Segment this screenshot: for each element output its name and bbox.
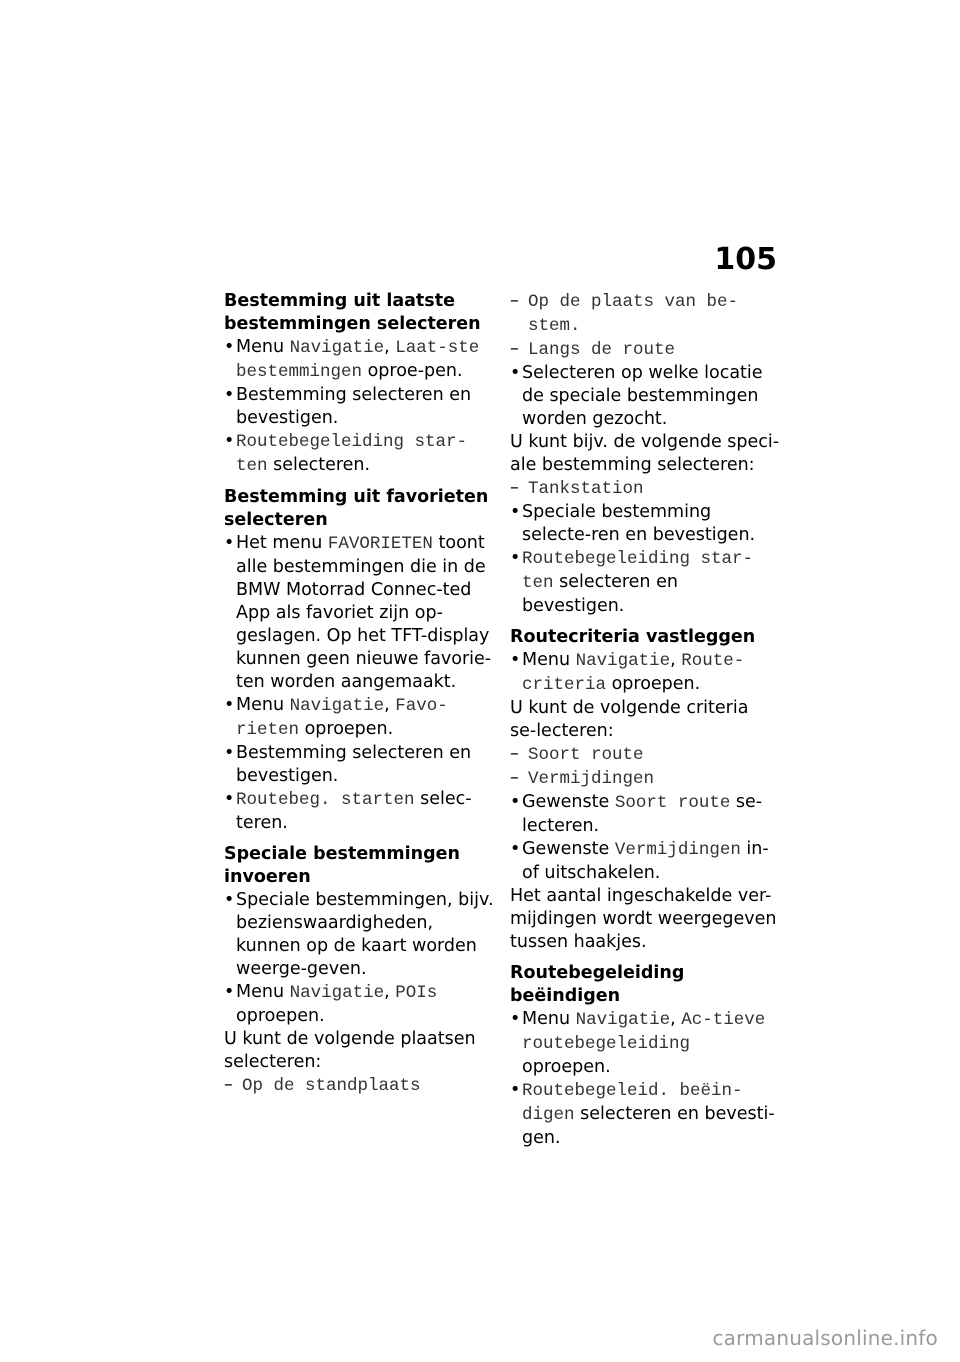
text-run: selecteren en bevestigen. (522, 572, 678, 616)
text-run: Menu (236, 982, 290, 1002)
section-heading: Routebegeleiding beëindigen (510, 963, 685, 1006)
menu-term: Langs de route (528, 340, 676, 360)
menu-term: Routebeg. starten (236, 790, 415, 810)
dash-item (510, 338, 780, 362)
text-run: Het aantal ingeschakelde ver-mijdingen wordt weergegeven tussen haakjes. (510, 886, 777, 952)
dash-item (510, 767, 780, 791)
text-run: Bestemming selecteren en bevestigen. (236, 743, 472, 786)
section-heading: Routecriteria vastleggen (510, 627, 756, 647)
menu-term: Op de plaats van be-stem. (528, 292, 739, 336)
bullet-item (224, 336, 494, 384)
bullet-item (510, 547, 780, 618)
paragraph (510, 697, 780, 743)
bullet-item (224, 532, 494, 694)
menu-term: Navigatie (289, 696, 385, 716)
text-run: Speciale bestemming selecte-ren en bevestigen. (522, 502, 756, 545)
menu-term: Vermijdingen (614, 840, 741, 860)
text-run: U kunt de volgende plaatsen selecteren: (224, 1029, 476, 1072)
text-run: Speciale bestemmingen, bijv. bezienswaardigheden, kunnen op de kaart worden weerge-geven. (236, 890, 494, 979)
text-run: Menu (522, 1009, 576, 1029)
text-run: selecteren. (267, 455, 371, 475)
text-run: , (384, 337, 396, 357)
menu-term: Laat-ste bestemmingen (236, 338, 480, 382)
section-heading: Speciale bestemmingen invoeren (224, 844, 460, 887)
paragraph (510, 431, 780, 477)
text-run: Gewenste (522, 839, 615, 859)
bullet-item (510, 501, 780, 547)
section-heading: Bestemming uit laatste bestemmingen selecteren (224, 291, 481, 334)
paragraph (510, 885, 780, 954)
bullet-item (224, 694, 494, 742)
text-run: oproepen. (299, 719, 394, 739)
bullet-item (510, 791, 780, 838)
text-run: in- of uitschakelen. (522, 839, 769, 883)
menu-term: Routebegeleiding star-ten (522, 549, 754, 593)
menu-term: Routebegeleiding star-ten (236, 432, 468, 476)
bullet-item (224, 981, 494, 1028)
menu-term: Navigatie (575, 1010, 671, 1030)
text-run: selecteren en bevesti-gen. (522, 1104, 775, 1148)
menu-term: Route-criteria (522, 651, 745, 695)
bullet-item (510, 649, 780, 697)
menu-term: Ac-tieve routebegeleiding (522, 1010, 766, 1054)
dash-item (510, 743, 780, 767)
menu-term: Favo-rieten (236, 696, 448, 740)
menu-term: Soort route (614, 793, 731, 813)
menu-term: FAVORIETEN (327, 534, 433, 554)
bullet-item (510, 362, 780, 431)
paragraph (224, 1028, 494, 1074)
text-run: , (670, 650, 682, 670)
text-run: toont alle bestemmingen die in de BMW Motorrad Connec-ted App als favoriet zijn op-geslagen. Op het TFT-display kunnen geen nieuwe favorie-ten worden aangemaakt. (236, 533, 492, 692)
text-run: Gewenste (522, 792, 615, 812)
bullet-item (510, 838, 780, 885)
text-run: Menu (522, 650, 576, 670)
bullet-item (224, 384, 494, 430)
menu-term: Navigatie (289, 338, 385, 358)
menu-term: Vermijdingen (528, 769, 655, 789)
text-run: oproepen. (522, 1057, 611, 1077)
text-run: Menu (236, 695, 290, 715)
page-number: 105 (714, 242, 777, 277)
right-column (510, 290, 780, 1150)
menu-term: Soort route (528, 745, 644, 765)
dash-item (224, 1074, 494, 1098)
menu-term: Navigatie (575, 651, 671, 671)
text-run: Bestemming selecteren en bevestigen. (236, 385, 472, 428)
text-run: U kunt de volgende criteria se-lecteren: (510, 698, 749, 741)
text-run: se-lecteren. (522, 792, 763, 836)
text-run: Menu (236, 337, 290, 357)
bullet-item (224, 430, 494, 478)
text-run: U kunt bijv. de volgende speci-ale bestemming selecteren: (510, 432, 780, 475)
text-run: Het menu (236, 533, 328, 553)
bullet-item (224, 742, 494, 788)
watermark-footer: carmanualsonline.info (712, 1326, 938, 1350)
bullet-item (224, 889, 494, 981)
menu-term: Op de standplaats (242, 1076, 421, 1096)
text-run: , (670, 1009, 682, 1029)
text-run: , (384, 695, 396, 715)
section-heading: Bestemming uit favorieten selecteren (224, 487, 489, 530)
bullet-item (224, 788, 494, 835)
menu-term: Tankstation (528, 479, 644, 499)
menu-term: Navigatie (289, 983, 385, 1003)
text-run: selec-teren. (236, 789, 472, 833)
menu-term: POIs (395, 983, 438, 1003)
menu-term: Routebegeleid. beëin-digen (522, 1081, 743, 1125)
text-run: , (384, 982, 396, 1002)
bullet-item (510, 1079, 780, 1150)
bullet-item (510, 1008, 780, 1079)
text-run: oproe-pen. (362, 361, 463, 381)
text-run: oproepen. (236, 1006, 325, 1026)
left-column (224, 290, 494, 1098)
text-run: Selecteren op welke locatie de speciale bestemmingen worden gezocht. (522, 363, 763, 429)
dash-item (510, 477, 780, 501)
dash-item (510, 290, 780, 338)
text-run: oproepen. (606, 674, 701, 694)
